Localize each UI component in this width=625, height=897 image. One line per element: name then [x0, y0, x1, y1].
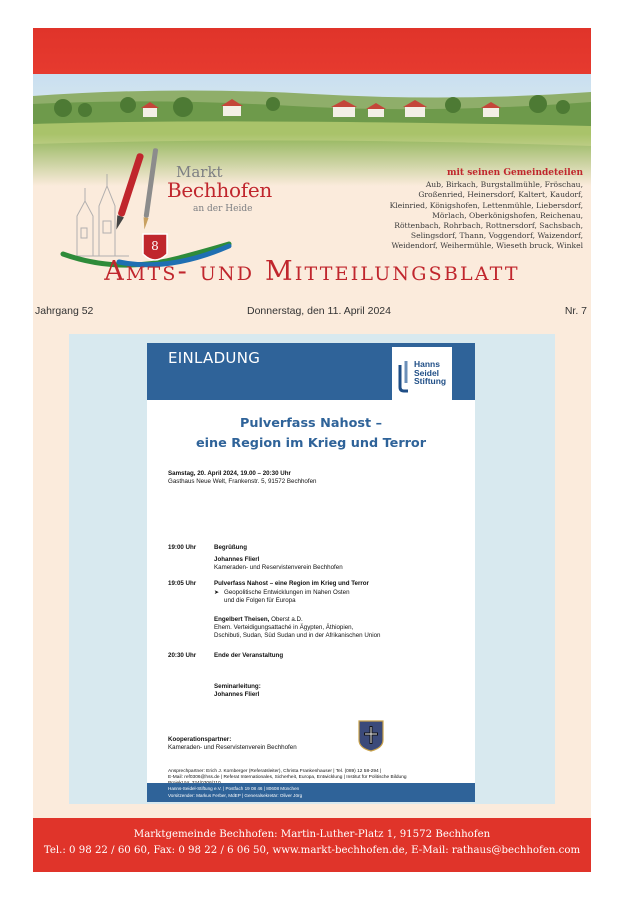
speaker-bio: Dschibuti, Sudan, Süd Sudan und in der Afrikanischen Union: [214, 632, 381, 639]
bottom-red-band: [33, 818, 591, 872]
flyer-heading: EINLADUNG: [168, 349, 261, 367]
program-title: Begrüßung: [214, 544, 247, 551]
reservist-crest-icon: [358, 720, 384, 752]
districts-line: Mörlach, Oberkönigshofen, Reichenau,: [432, 210, 583, 220]
program-person: Johannes Flierl: [214, 556, 260, 563]
flyer-footer-line: Hanns-Seidel-Stiftung e.V. | Postfach 19 08 46 | 80608 München: [168, 786, 300, 791]
districts-line: Röttenbach, Rohrbach, Rottnersdorf, Sachsbach,: [394, 221, 583, 231]
program-time: 19:00 Uhr: [168, 544, 197, 551]
event-when: Samstag, 20. April 2024, 19.00 – 20:30 Uhr: [168, 470, 291, 477]
flyer-footer-band: [147, 783, 475, 802]
districts-line: Aub, Birkach, Burgstallmühle, Fröschau,: [425, 180, 583, 190]
hss-logo-text: Stiftung: [414, 376, 447, 386]
speaker-bio: Ehem. Verteidigungsattaché in Ägypten, Äthiopien,: [214, 624, 354, 631]
newspaper-page: [33, 28, 591, 872]
logo-town-name: Bechhofen: [167, 178, 272, 202]
program-title: Pulverfass Nahost – eine Region im Krieg und Terror: [214, 580, 369, 587]
districts-line: Kleinried, Königshofen, Lettenmühle, Liebersdorf,: [389, 200, 583, 210]
municipality-address: Marktgemeinde Bechhofen: Martin-Luther-Platz 1, 91572 Bechhofen: [133, 829, 491, 840]
event-title-line: eine Region im Krieg und Terror: [195, 436, 427, 451]
masthead-title: Amts- und Mitteilungsblatt: [104, 256, 520, 287]
districts-title: mit seinen Gemeindeteilen: [446, 168, 583, 178]
districts-list: [283, 168, 583, 252]
issue-date: Donnerstag, den 11. April 2024: [247, 305, 391, 317]
event-title-line: Pulverfass Nahost –: [240, 416, 382, 431]
hss-logo-text: Seidel: [414, 367, 440, 378]
districts-line: Weidendorf, Weihermühle, Wieseth bruck, Winkel: [391, 241, 583, 251]
hss-logo: [392, 347, 452, 401]
speaker-rank: Oberst a.D.: [269, 616, 303, 623]
program-time: 20:30 Uhr: [168, 652, 197, 659]
bullet-arrow-icon: ➤: [214, 589, 220, 596]
hss-logo-text: Hanns: [414, 359, 440, 369]
districts-line: Großenried, Heinersdorf, Kaltert, Kaudorf,: [418, 190, 583, 200]
municipality-contact: Tel.: 0 98 22 / 60 60, Fax: 0 98 22 / 6 06 50, www.markt-bechhofen.de, E-Mail: rathaus@bechhofen.com: [43, 845, 581, 856]
speaker-name: Engelbert Theisen,: [214, 616, 270, 623]
partner-label: Kooperationspartner:: [168, 736, 232, 743]
event-title: [147, 414, 475, 454]
event-where: Gasthaus Neue Welt, Frankenstr. 5, 91572 Bechhofen: [168, 478, 317, 485]
program-title: Ende der Veranstaltung: [214, 652, 284, 659]
contact-line: E-Mail: ref0306@hss.de | Referat Internationales, Sicherheit, Europa, Entwicklung | Institut für Politische Bildung: [168, 775, 407, 780]
contact-line: Ansprechpartner: Erich J. Kornberger (Referatsleiter), Christa Frankenhauser | Tel. (089) 12 58-294 |: [168, 769, 382, 774]
jahrgang-label: Jahrgang 52: [35, 305, 94, 317]
svg-text:8: 8: [151, 239, 159, 253]
program-bullet-cont: und die Folgen für Europa: [224, 597, 296, 604]
issue-number: Nr. 7: [564, 305, 587, 317]
logo-subtitle: an der Heide: [193, 204, 253, 214]
program-time: 19:05 Uhr: [168, 580, 197, 587]
program-bullet: Geopolitische Entwicklungen im Nahen Osten: [224, 589, 350, 596]
logo-markt-text: Markt: [176, 163, 223, 181]
districts-line: Selingsdorf, Thann, Voggendorf, Waizendorf,: [410, 231, 583, 241]
program-org: Kameraden- und Reservistenverein Bechhofen: [214, 564, 343, 571]
partner-name: Kameraden- und Reservistenverein Bechhofen: [168, 744, 297, 751]
seminar-label: Seminarleitung:: [214, 683, 261, 690]
flyer-footer-line: Vorsitzender: Markus Ferber, MdEP | Generalsekretär: Oliver Jörg: [168, 793, 303, 798]
invitation-flyer: [147, 343, 475, 802]
top-red-band: [33, 28, 591, 74]
seminar-name: Johannes Flierl: [214, 691, 260, 698]
